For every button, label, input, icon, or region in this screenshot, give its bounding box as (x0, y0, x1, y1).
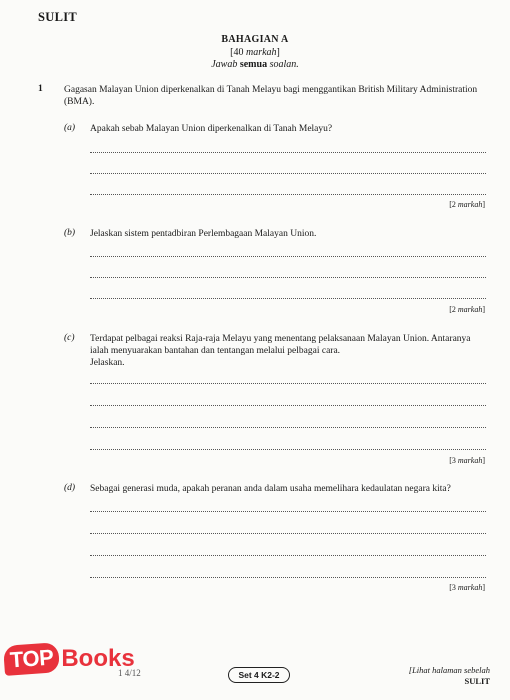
part-question: Terdapat pelbagai reaksi Raja-raja Melayu yang menentang pelaksanaan Malayan Union. Antaranya ialah menyuarakan bantahan dan tentangan melalui pelbagai cara. Jelaskan. (90, 334, 471, 368)
set-badge: Set 4 K2-2 (228, 667, 290, 683)
part-marks: [2 markah] (449, 305, 485, 314)
section-header (0, 34, 510, 72)
answer-line[interactable] (90, 173, 486, 174)
top-mark-icon: TOP (3, 642, 60, 676)
answer-line[interactable] (90, 533, 486, 534)
part-label: (c) (64, 333, 75, 343)
section-marks: [40 markah] (230, 46, 280, 58)
answer-line[interactable] (90, 555, 486, 556)
part-label: (d) (64, 483, 76, 493)
part-marks: [2 markah] (449, 200, 485, 209)
logo-books-word: Books (61, 645, 135, 672)
answer-line[interactable] (90, 256, 486, 257)
question-number: 1 (38, 84, 43, 94)
answer-line[interactable] (90, 383, 486, 384)
part-marks: [3 markah] (449, 583, 485, 592)
part-label: (a) (64, 123, 76, 133)
part-question: Sebagai generasi muda, apakah peranan anda dalam usaha memelihara kedaulatan negara kita? (90, 484, 451, 494)
part-label: (b) (64, 228, 76, 238)
answer-line[interactable] (90, 449, 486, 450)
answer-line[interactable] (90, 298, 486, 299)
answer-line[interactable] (90, 152, 486, 153)
part-question: Jelaskan sistem pentadbiran Perlembagaan Malayan Union. (90, 229, 317, 239)
page-turn-note: [Lihat halaman sebelah SULIT (408, 665, 490, 686)
confidential-label: SULIT (38, 10, 78, 24)
answer-line[interactable] (90, 427, 486, 428)
answer-line[interactable] (90, 194, 486, 195)
part-marks: [3 markah] (449, 456, 485, 465)
paper-code: 1 4/12 (118, 668, 141, 678)
section-instruction: Jawab semua soalan. (211, 59, 299, 70)
answer-line[interactable] (90, 277, 486, 278)
topbooks-logo (4, 644, 135, 674)
answer-line[interactable] (90, 405, 486, 406)
answer-line[interactable] (90, 577, 486, 578)
section-title: BAHAGIAN A (221, 34, 289, 45)
part-question: Apakah sebab Malayan Union diperkenalkan di Tanah Melayu? (90, 124, 333, 134)
answer-line[interactable] (90, 511, 486, 512)
question-stem: Gagasan Malayan Union diperkenalkan di Tanah Melayu bagi menggantikan British Military Administration (BMA). (64, 85, 478, 107)
